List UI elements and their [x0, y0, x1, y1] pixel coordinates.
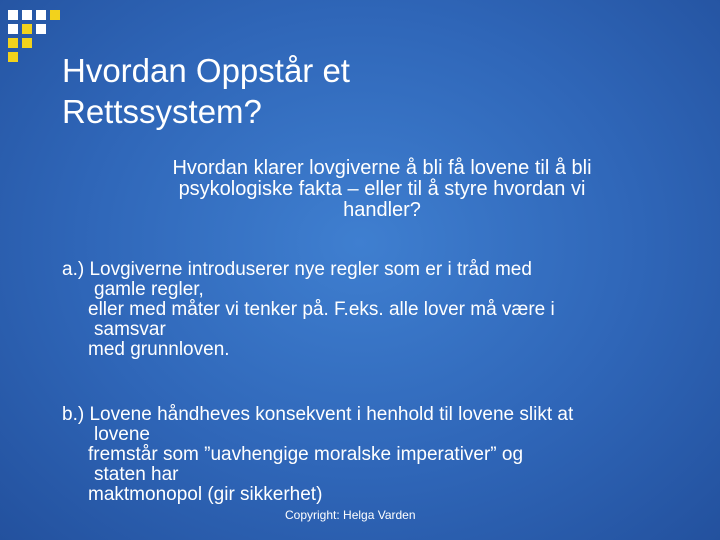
point-a-line: eller med måter vi tenker på. F.eks. alle lover må være i [88, 299, 555, 320]
title-line: Rettssystem? [62, 93, 262, 130]
point-b-line: maktmonopol (gir sikkerhet) [88, 484, 323, 505]
logo-square [36, 10, 46, 20]
logo-square [8, 10, 18, 20]
point-b [62, 405, 702, 505]
copyright-footer: Copyright: Helga Varden [285, 508, 416, 522]
logo-squares [8, 10, 64, 66]
point-a-line: gamle regler, [94, 279, 204, 300]
logo-square [22, 24, 32, 34]
intro-question [92, 158, 672, 221]
logo-square [36, 24, 46, 34]
point-a-line: samsvar [94, 319, 166, 340]
title-line: Hvordan Oppstår et [62, 52, 350, 89]
intro-line: psykologiske fakta – eller til å styre hvordan vi [178, 178, 586, 200]
point-b-line: b.) Lovene håndheves konsekvent i henhold til lovene slikt at [62, 404, 574, 425]
logo-square [22, 10, 32, 20]
intro-line: handler? [343, 199, 421, 221]
point-a [62, 260, 702, 360]
logo-square [8, 52, 18, 62]
point-b-line: staten har [94, 464, 179, 485]
logo-square [8, 38, 18, 48]
slide-title [62, 50, 662, 132]
intro-line: Hvordan klarer lovgiverne å bli få lovene til å bli [172, 157, 592, 179]
point-a-line: a.) Lovgiverne introduserer nye regler som er i tråd med [62, 259, 532, 280]
logo-square [50, 10, 60, 20]
logo-square [22, 38, 32, 48]
point-b-line: lovene [94, 424, 150, 445]
point-b-line: fremstår som ”uavhengige moralske imperativer” og [88, 444, 524, 465]
logo-square [8, 24, 18, 34]
point-a-line: med grunnloven. [88, 339, 230, 360]
